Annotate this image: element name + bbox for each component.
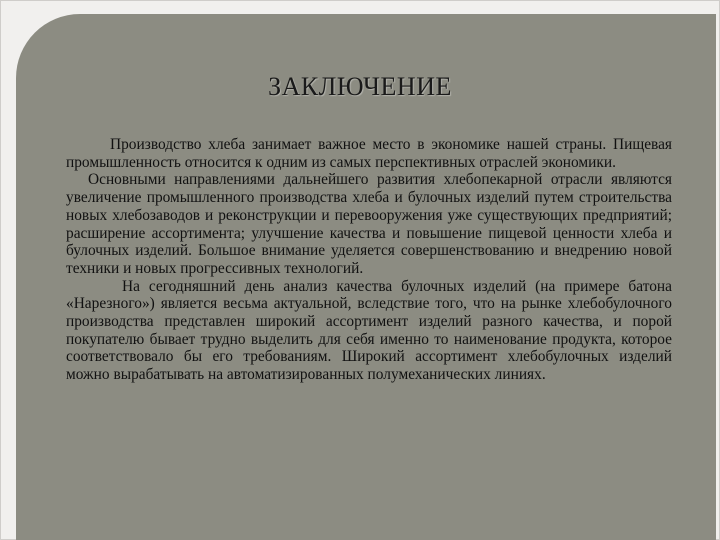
slide-title: ЗАКЛЮЧЕНИЕ xyxy=(268,72,452,101)
paragraph-2: Основными направлениями дальнейшего развития хлебопекарной отрасли являются увеличение промышленного производства хлеба и булочных изделий путем строительства новых хлебозаводов и реконструкции и перевооружения уже существующих предприятий; расширение ассортимента; улучшение качества и повышение пищевой ценности хлеба и булочных изделий. Большое внимание уделяется совершенствованию и внедрению новой техники и новых прогрессивных технологий. xyxy=(66,171,672,277)
paragraph-1: Производство хлеба занимает важное место в экономике нашей страны. Пищевая промышленность относится к одним из самых перспективных отраслей экономики. xyxy=(66,136,672,171)
paragraph-3: На сегодняшний день анализ качества булочных изделий (на примере батона «Нарезного») является весьма актуальной, вследствие того, что на рынке хлебобулочного производства представлен широкий ассортимент изделий разного качества, и порой покупателю бывает трудно выделить для себя именно то наименование продукта, которое соответствовало бы его требованиям. Широкий ассортимент хлебобулочных изделий можно вырабатывать на автоматизированных полумеханических линиях. xyxy=(66,277,672,384)
slide-body xyxy=(66,136,672,384)
